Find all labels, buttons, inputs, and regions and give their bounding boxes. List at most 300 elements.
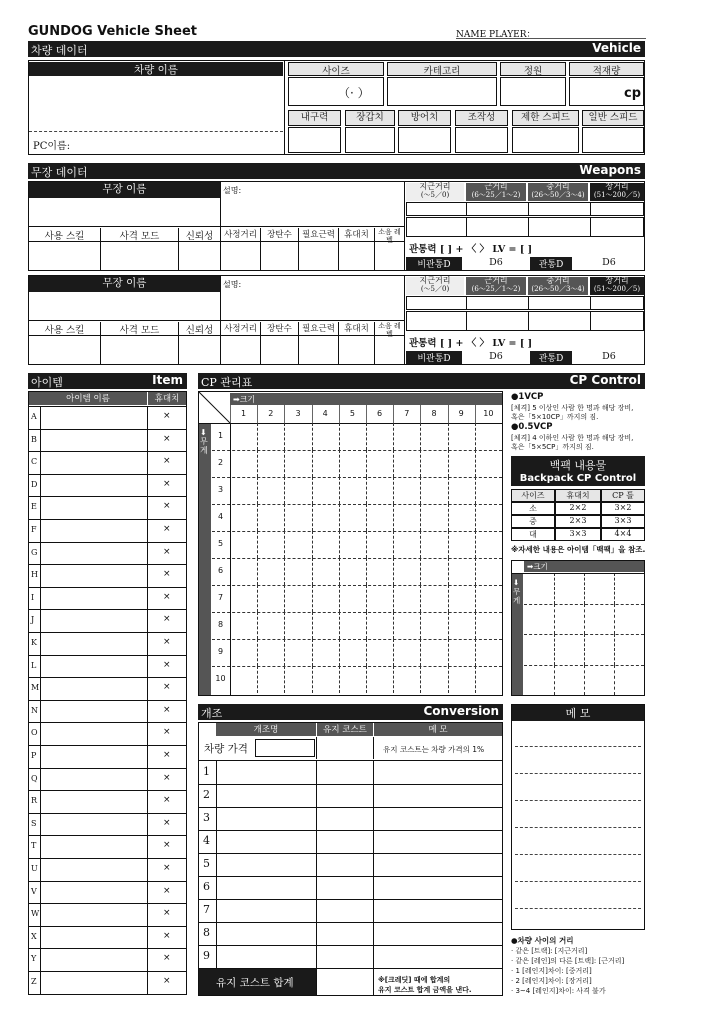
- reliability-field[interactable]: [179, 336, 221, 364]
- weapon-desc-label: 설명:: [223, 186, 242, 195]
- cp-cell[interactable]: [393, 450, 420, 477]
- cp-cell[interactable]: [312, 639, 339, 666]
- item-carry-divider: [147, 519, 148, 542]
- cp-cell[interactable]: [339, 639, 366, 666]
- item-carry-value[interactable]: ×: [163, 930, 171, 941]
- backpack-cell[interactable]: [554, 634, 584, 665]
- ammo-field[interactable]: [261, 242, 299, 270]
- cp-cell[interactable]: [448, 558, 475, 585]
- cp-cell[interactable]: [475, 504, 502, 531]
- cp-cell[interactable]: [475, 450, 502, 477]
- cp-cell[interactable]: [448, 612, 475, 639]
- cp-cell[interactable]: [312, 450, 339, 477]
- cp-cell[interactable]: [284, 504, 311, 531]
- item-carry-value[interactable]: ×: [163, 614, 171, 625]
- backpack-cell[interactable]: [524, 604, 554, 635]
- backpack-header: 백팩 내용물 Backpack CP Control: [511, 456, 645, 486]
- fire-mode-field[interactable]: [101, 336, 179, 364]
- carry-field[interactable]: [339, 336, 375, 364]
- cp-cell[interactable]: [257, 558, 284, 585]
- cp-cell[interactable]: [257, 612, 284, 639]
- item-row-letter: X: [31, 931, 37, 941]
- cp-cell[interactable]: [230, 423, 257, 450]
- cp-cell[interactable]: [393, 585, 420, 612]
- cp-cell[interactable]: [393, 504, 420, 531]
- cp-cell[interactable]: [284, 639, 311, 666]
- cp-cell[interactable]: [420, 612, 447, 639]
- backpack-cell[interactable]: [524, 573, 554, 604]
- backpack-cell[interactable]: [584, 665, 614, 696]
- cp-cell[interactable]: [230, 504, 257, 531]
- cp-cell[interactable]: [284, 477, 311, 504]
- cp-cell[interactable]: [420, 477, 447, 504]
- cp-cell[interactable]: [312, 477, 339, 504]
- normal-speed-header: 일반 스피드: [582, 110, 644, 126]
- cp-cell[interactable]: [230, 612, 257, 639]
- penetration-formula[interactable]: 관통력 [ ] + 〈 〉 LV = [ ]: [409, 244, 533, 255]
- item-carry-value[interactable]: ×: [163, 524, 171, 534]
- item-name-field[interactable]: [41, 520, 147, 541]
- cp-cell[interactable]: [257, 639, 284, 666]
- carry-field[interactable]: [339, 242, 375, 270]
- cp-cell[interactable]: [475, 639, 502, 666]
- item-carry-value[interactable]: ×: [163, 659, 171, 670]
- cp-cell[interactable]: [339, 558, 366, 585]
- cp-cell[interactable]: [475, 585, 502, 612]
- cp-cell[interactable]: [366, 504, 393, 531]
- item-carry-divider: [147, 564, 148, 587]
- name-player-line[interactable]: [456, 38, 646, 39]
- cp-cell[interactable]: [257, 531, 284, 558]
- cp-col-label: 3: [295, 409, 301, 418]
- cp-col-line: [339, 405, 340, 423]
- item-name-field[interactable]: [41, 836, 147, 857]
- cp-cell[interactable]: [312, 504, 339, 531]
- backpack-cell[interactable]: [524, 634, 554, 665]
- item-name-field[interactable]: [41, 701, 147, 722]
- vehicle-name-field[interactable]: [29, 78, 283, 131]
- conversion-name-field[interactable]: [216, 784, 316, 807]
- conversion-memo-field[interactable]: [374, 784, 502, 807]
- cp-row-label: 3: [217, 485, 224, 494]
- conversion-name-field[interactable]: [216, 807, 316, 830]
- memo-line: [515, 800, 641, 801]
- conversion-cost-field[interactable]: [316, 784, 374, 807]
- cp-row-label: 8: [217, 620, 224, 629]
- cp-cell[interactable]: [284, 450, 311, 477]
- skill-field[interactable]: [29, 242, 101, 270]
- cp-cell[interactable]: [284, 612, 311, 639]
- cp-cell[interactable]: [339, 666, 366, 693]
- item-carry-divider: [147, 768, 148, 791]
- cp-cell[interactable]: [475, 531, 502, 558]
- range-mod-row[interactable]: [406, 311, 644, 331]
- vcp05-text: [체격] 4 이하인 사람 한 명과 해당 장비,: [511, 434, 634, 442]
- item-carry-value[interactable]: ×: [163, 501, 171, 512]
- backpack-cell[interactable]: [614, 573, 644, 604]
- backpack-cell[interactable]: [554, 604, 584, 635]
- cp-cell[interactable]: [284, 585, 311, 612]
- backpack-cell[interactable]: [614, 665, 644, 696]
- item-carry-value[interactable]: ×: [163, 456, 171, 467]
- vcp05-text-2: 혹은「5×5CP」까지의 짐.: [511, 443, 594, 451]
- item-carry-value[interactable]: ×: [163, 795, 171, 806]
- item-name-field[interactable]: [41, 791, 147, 812]
- cp-cell[interactable]: [448, 639, 475, 666]
- vcp1-text: [체격] 5 이상인 사람 한 명과 해당 장비,: [511, 404, 634, 412]
- weapon-name-field[interactable]: [29, 293, 220, 321]
- item-carry-value[interactable]: ×: [163, 411, 171, 421]
- ammo-header: 장탄수: [261, 322, 299, 336]
- cp-col-line: [475, 405, 476, 423]
- cp-cell[interactable]: [420, 450, 447, 477]
- cp-cell[interactable]: [230, 666, 257, 693]
- item-carry-value[interactable]: ×: [163, 953, 171, 964]
- cp-cell[interactable]: [366, 477, 393, 504]
- memo-line: [515, 773, 641, 774]
- range-short: 근거리 (6～25／1～2): [466, 183, 526, 201]
- backpack-cell[interactable]: [524, 665, 554, 696]
- item-carry-value[interactable]: ×: [163, 817, 171, 828]
- cp-cell[interactable]: [339, 423, 366, 450]
- item-row-letter: W: [31, 909, 40, 919]
- cp-cell[interactable]: [393, 423, 420, 450]
- cp-cell[interactable]: [284, 558, 311, 585]
- item-row-letter: P: [31, 751, 37, 760]
- cp-cell[interactable]: [420, 558, 447, 585]
- defense-header: 방어치: [398, 110, 451, 126]
- cp-cell[interactable]: [366, 639, 393, 666]
- item-row-letter: Z: [31, 977, 37, 986]
- noise-field[interactable]: [375, 242, 404, 270]
- cp-col-label: 1: [241, 409, 247, 418]
- backpack-col-header: 휴대치: [555, 489, 601, 502]
- conversion-memo-field[interactable]: [374, 945, 502, 968]
- item-row-letter: L: [31, 660, 37, 670]
- cp-cell[interactable]: [339, 450, 366, 477]
- item-carry-divider: [147, 971, 148, 994]
- cp-cell[interactable]: [230, 558, 257, 585]
- item-carry-value[interactable]: ×: [163, 863, 171, 873]
- item-row-letter: J: [31, 615, 35, 625]
- cp-cell[interactable]: [448, 477, 475, 504]
- cp-cell[interactable]: [393, 477, 420, 504]
- cp-cell[interactable]: [230, 450, 257, 477]
- conversion-name-field[interactable]: [216, 899, 316, 922]
- conversion-cost-field[interactable]: [316, 853, 374, 876]
- vehicle-name-divider: [29, 131, 283, 132]
- distance-line: · 같은 [트랙]: [지근거리]: [511, 947, 588, 955]
- total-cost-field[interactable]: [316, 969, 374, 995]
- cp-cell[interactable]: [475, 477, 502, 504]
- cp-cell[interactable]: [420, 585, 447, 612]
- conversion-name-field[interactable]: [216, 945, 316, 968]
- backpack-cell[interactable]: [584, 634, 614, 665]
- limit-speed-field[interactable]: [512, 127, 579, 153]
- cp-cell[interactable]: [339, 612, 366, 639]
- conversion-row-number: 4: [203, 834, 210, 847]
- conversion-memo-field[interactable]: [374, 853, 502, 876]
- item-name-field[interactable]: [41, 972, 147, 993]
- cp-cell[interactable]: [257, 504, 284, 531]
- item-row-letter: H: [31, 570, 38, 580]
- weapon-desc-field[interactable]: [221, 276, 404, 321]
- cp-cell[interactable]: [230, 639, 257, 666]
- range-medium: 중거리 (26～50／3～4): [528, 277, 588, 295]
- cp-cell[interactable]: [312, 423, 339, 450]
- item-carry-value[interactable]: ×: [163, 682, 171, 693]
- item-carry-divider: [147, 835, 148, 858]
- item-carry-value[interactable]: ×: [163, 569, 171, 580]
- conversion-name-field[interactable]: [216, 761, 316, 784]
- item-name-field[interactable]: [41, 949, 147, 970]
- armor-field[interactable]: [345, 127, 395, 153]
- defense-field[interactable]: [398, 127, 451, 153]
- cp-cell[interactable]: [393, 531, 420, 558]
- conversion-name-header: 개조명: [216, 723, 316, 736]
- item-name-field[interactable]: [41, 565, 147, 586]
- memo-line: [515, 854, 641, 855]
- backpack-cell[interactable]: [554, 665, 584, 696]
- item-carry-value[interactable]: ×: [163, 908, 171, 919]
- conversion-name-field[interactable]: [216, 853, 316, 876]
- conversion-memo-field[interactable]: [374, 922, 502, 945]
- item-carry-value[interactable]: ×: [163, 546, 171, 557]
- cp-cell[interactable]: [420, 423, 447, 450]
- item-carry-value[interactable]: ×: [163, 885, 171, 896]
- cp-cell[interactable]: [339, 504, 366, 531]
- cp-cell[interactable]: [448, 531, 475, 558]
- cp-cell[interactable]: [475, 666, 502, 693]
- cp-cell[interactable]: [366, 450, 393, 477]
- backpack-cell[interactable]: [614, 604, 644, 635]
- nonpen-damage-value[interactable]: D6: [489, 257, 503, 268]
- item-carry-value[interactable]: ×: [163, 750, 171, 760]
- item-name-field[interactable]: [41, 588, 147, 609]
- conversion-name-field[interactable]: [216, 876, 316, 899]
- item-name-field[interactable]: [41, 452, 147, 473]
- cp-cell[interactable]: [257, 450, 284, 477]
- cp-cell[interactable]: [366, 531, 393, 558]
- backpack-cell[interactable]: [554, 573, 584, 604]
- pen-damage-value[interactable]: D6: [602, 257, 616, 268]
- backpack-cell[interactable]: [584, 573, 614, 604]
- cp-cell[interactable]: [257, 477, 284, 504]
- strength-field[interactable]: [299, 242, 339, 270]
- cp-cell[interactable]: [230, 585, 257, 612]
- weapons-header: 무장 데이터 Weapons: [28, 163, 645, 179]
- cp-cell[interactable]: [339, 531, 366, 558]
- cp-size-bar: [230, 393, 502, 405]
- strength-field[interactable]: [299, 336, 339, 364]
- conversion-cost-field[interactable]: [316, 945, 374, 968]
- normal-speed-field[interactable]: [582, 127, 644, 153]
- item-carry-value[interactable]: ×: [163, 727, 171, 738]
- cp-cell[interactable]: [257, 585, 284, 612]
- range-mod-row[interactable]: [406, 296, 644, 310]
- armor-header: 장갑치: [345, 110, 395, 126]
- item-name-field[interactable]: [41, 656, 147, 677]
- vehicle-header: 차량 데이터 Vehicle: [28, 41, 645, 57]
- cp-cell[interactable]: [312, 666, 339, 693]
- memo-box[interactable]: [511, 704, 645, 930]
- cp-cell[interactable]: [339, 477, 366, 504]
- item-name-field[interactable]: [41, 678, 147, 699]
- weapon-stats-row: [29, 228, 404, 270]
- range-field[interactable]: [221, 336, 261, 364]
- skill-field[interactable]: [29, 336, 101, 364]
- vehicle-name-header: 차량 이름: [29, 62, 283, 76]
- noise-field[interactable]: [375, 336, 404, 364]
- cp-cell[interactable]: [393, 558, 420, 585]
- cp-cell[interactable]: [448, 450, 475, 477]
- cp-cell[interactable]: [448, 585, 475, 612]
- cp-row-label: 9: [217, 647, 224, 656]
- cp-cell[interactable]: [257, 666, 284, 693]
- item-carry-value[interactable]: ×: [163, 704, 171, 715]
- cp-cell[interactable]: [420, 666, 447, 693]
- distance-line: · 같은 [레인]의 다른 [트랙]: [근거리]: [511, 957, 625, 965]
- conversion-cost-field[interactable]: [316, 899, 374, 922]
- cp-cell[interactable]: [312, 558, 339, 585]
- item-carry-divider: [147, 496, 148, 519]
- conversion-memo-field[interactable]: [374, 876, 502, 899]
- cp-cell[interactable]: [230, 477, 257, 504]
- item-carry-divider: [147, 881, 148, 904]
- cp-cell[interactable]: [393, 639, 420, 666]
- weapon-desc-field[interactable]: [221, 182, 404, 227]
- handling-field[interactable]: [455, 127, 508, 153]
- item-name-field[interactable]: [41, 407, 147, 428]
- cp-cell[interactable]: [312, 585, 339, 612]
- pen-damage-value[interactable]: D6: [602, 351, 616, 362]
- nonpen-damage-value[interactable]: D6: [489, 351, 503, 362]
- reliability-field[interactable]: [179, 242, 221, 270]
- crew-field[interactable]: [500, 77, 566, 106]
- cp-cell[interactable]: [448, 504, 475, 531]
- cp-cell[interactable]: [420, 504, 447, 531]
- ammo-field[interactable]: [261, 336, 299, 364]
- cp-cell[interactable]: [420, 531, 447, 558]
- conversion-cost-field[interactable]: [316, 830, 374, 853]
- item-row-letter: T: [31, 841, 37, 851]
- weapon-name-field[interactable]: [29, 199, 220, 227]
- durability-field[interactable]: [288, 127, 341, 153]
- item-name-field[interactable]: [41, 927, 147, 948]
- cp-cell[interactable]: [366, 423, 393, 450]
- cp-cell[interactable]: [366, 612, 393, 639]
- item-name-field[interactable]: [41, 859, 147, 880]
- range-mod-row[interactable]: [406, 202, 644, 216]
- cp-cell[interactable]: [366, 666, 393, 693]
- cp-cell[interactable]: [366, 558, 393, 585]
- item-name-field[interactable]: [41, 610, 147, 631]
- vehicle-price-field[interactable]: [255, 739, 315, 757]
- cp-cell[interactable]: [393, 612, 420, 639]
- vehicle-divider: [284, 60, 285, 155]
- cp-cell[interactable]: [420, 639, 447, 666]
- cp-col-line: [393, 405, 394, 423]
- fire-mode-field[interactable]: [101, 242, 179, 270]
- cp-cell[interactable]: [475, 612, 502, 639]
- conversion-memo-field[interactable]: [374, 761, 502, 784]
- category-field[interactable]: [387, 77, 497, 106]
- conversion-header: 개조 Conversion: [198, 704, 503, 720]
- name-player-label: NAME PLAYER：: [456, 30, 536, 40]
- cp-cell[interactable]: [312, 531, 339, 558]
- cp-cell[interactable]: [448, 423, 475, 450]
- cp-row-label: 10: [215, 674, 226, 683]
- penetration-formula[interactable]: 관통력 [ ] + 〈 〉 LV = [ ]: [409, 338, 533, 349]
- cp-cell[interactable]: [339, 585, 366, 612]
- cp-col-label: 8: [431, 409, 437, 418]
- item-carry-value[interactable]: ×: [163, 637, 171, 647]
- distance-line: · 3~4 [레인지]차이: 사격 불가: [511, 987, 606, 995]
- range-field[interactable]: [221, 242, 261, 270]
- range-point-blank: 지근거리 (～5／0): [406, 183, 464, 201]
- range-mod-row[interactable]: [406, 217, 644, 237]
- conversion-name-field[interactable]: [216, 830, 316, 853]
- conversion-cost-field[interactable]: [316, 807, 374, 830]
- handling-header: 조작성: [455, 110, 508, 126]
- cp-cell[interactable]: [366, 585, 393, 612]
- cp-col-line: [284, 405, 285, 423]
- conversion-memo-field[interactable]: [374, 899, 502, 922]
- item-name-field[interactable]: [41, 543, 147, 564]
- conversion-cost-field[interactable]: [316, 876, 374, 899]
- item-carry-value[interactable]: ×: [163, 591, 171, 602]
- cp-cell[interactable]: [475, 558, 502, 585]
- item-carry-value[interactable]: ×: [163, 478, 171, 489]
- crew-header: 정원: [500, 62, 566, 76]
- item-name-field[interactable]: [41, 723, 147, 744]
- conversion-memo-field[interactable]: [374, 807, 502, 830]
- item-carry-value[interactable]: ×: [163, 840, 171, 851]
- conversion-cost-field[interactable]: [316, 761, 374, 784]
- item-name-field[interactable]: [41, 814, 147, 835]
- item-name-field[interactable]: [41, 746, 147, 767]
- noise-header: 소음 레벨: [375, 322, 404, 336]
- backpack-cell[interactable]: [614, 634, 644, 665]
- backpack-cell[interactable]: [584, 604, 614, 635]
- item-name-field[interactable]: [41, 430, 147, 451]
- item-carry-value[interactable]: ×: [163, 772, 171, 783]
- item-carry-value[interactable]: ×: [163, 433, 171, 444]
- cp-cell[interactable]: [230, 531, 257, 558]
- conversion-name-field[interactable]: [216, 922, 316, 945]
- item-name-field[interactable]: [41, 904, 147, 925]
- item-row-letter: G: [31, 547, 38, 557]
- item-name-field[interactable]: [41, 497, 147, 518]
- cp-cell[interactable]: [312, 612, 339, 639]
- cp-cell[interactable]: [475, 423, 502, 450]
- cp-cell[interactable]: [448, 666, 475, 693]
- conversion-memo-field[interactable]: [374, 830, 502, 853]
- item-name-field[interactable]: [41, 475, 147, 496]
- item-name-field[interactable]: [41, 633, 147, 654]
- item-carry-value[interactable]: ×: [163, 976, 171, 986]
- item-carry-header: 휴대치: [148, 392, 186, 405]
- item-name-field[interactable]: [41, 882, 147, 903]
- conversion-cost-field[interactable]: [316, 922, 374, 945]
- item-carry-divider: [147, 926, 148, 949]
- cp-cell[interactable]: [257, 423, 284, 450]
- cp-cell[interactable]: [284, 531, 311, 558]
- cp-cell[interactable]: [284, 423, 311, 450]
- cp-cell[interactable]: [284, 666, 311, 693]
- item-name-field[interactable]: [41, 769, 147, 790]
- cp-cell[interactable]: [393, 666, 420, 693]
